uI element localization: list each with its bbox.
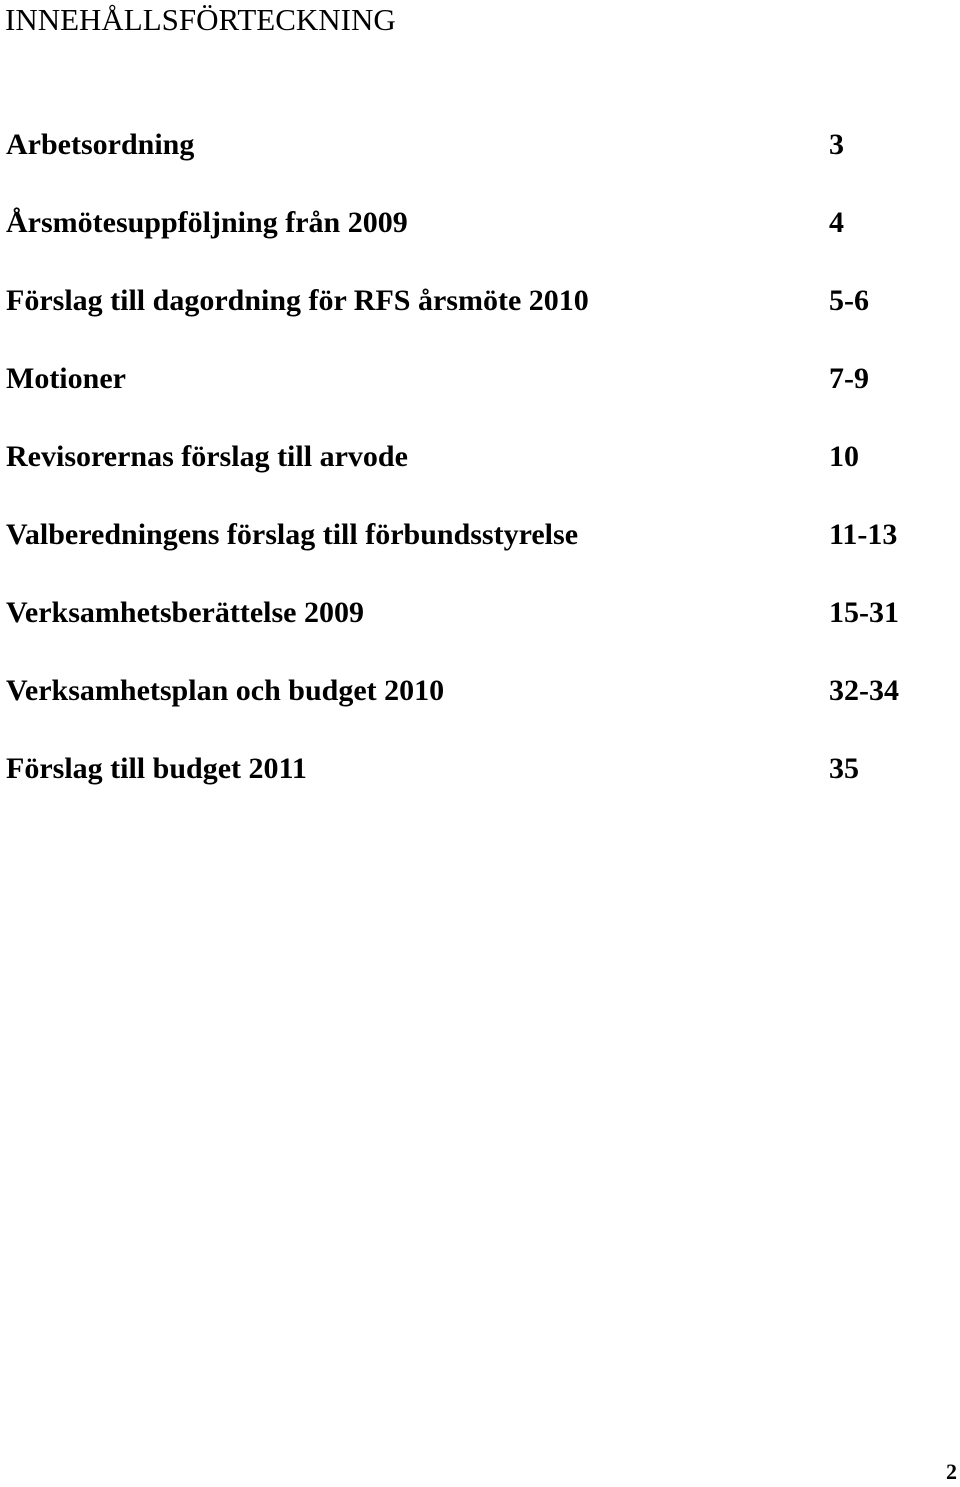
toc-entry-page: 3 xyxy=(829,128,844,161)
toc-row-arsmotesuppfoljning xyxy=(0,206,960,246)
toc-row-valberedningens-forslag xyxy=(0,518,960,558)
toc-row-verksamhetsplan xyxy=(0,674,960,714)
toc-entry-title: Revisorernas förslag till arvode xyxy=(6,440,408,473)
toc-entry-title: Verksamhetsberättelse 2009 xyxy=(6,596,364,629)
toc-entry-page: 4 xyxy=(829,206,844,239)
toc-entry-page: 5-6 xyxy=(829,284,869,317)
toc-row-arbetsordning xyxy=(0,128,960,168)
toc-entry-page: 15-31 xyxy=(829,596,899,629)
toc-entry-title: Arbetsordning xyxy=(6,128,195,161)
toc-entry-title: Verksamhetsplan och budget 2010 xyxy=(6,674,445,707)
toc-entry-page: 32-34 xyxy=(829,674,899,707)
toc-entry-title: Förslag till budget 2011 xyxy=(6,752,307,785)
toc-entry-title: Motioner xyxy=(6,362,126,395)
toc-row-revisorernas-forslag xyxy=(0,440,960,480)
toc-entry-title: Årsmötesuppföljning från 2009 xyxy=(6,206,408,239)
toc-row-motioner xyxy=(0,362,960,402)
toc-row-forslag-budget xyxy=(0,752,960,792)
toc-entry-page: 7-9 xyxy=(829,362,869,395)
page-number: 2 xyxy=(946,1459,957,1484)
toc-row-verksamhetsberattelse xyxy=(0,596,960,636)
toc-entry-title: Förslag till dagordning för RFS årsmöte 2010 xyxy=(6,284,589,317)
toc-entry-page: 11-13 xyxy=(829,518,898,551)
toc-row-forslag-dagordning xyxy=(0,284,960,324)
toc-entry-page: 10 xyxy=(829,440,859,473)
toc-entry-title: Valberedningens förslag till förbundsstyrelse xyxy=(6,518,579,551)
page-title: INNEHÅLLSFÖRTECKNING xyxy=(5,2,396,37)
toc-entry-page: 35 xyxy=(829,752,859,785)
